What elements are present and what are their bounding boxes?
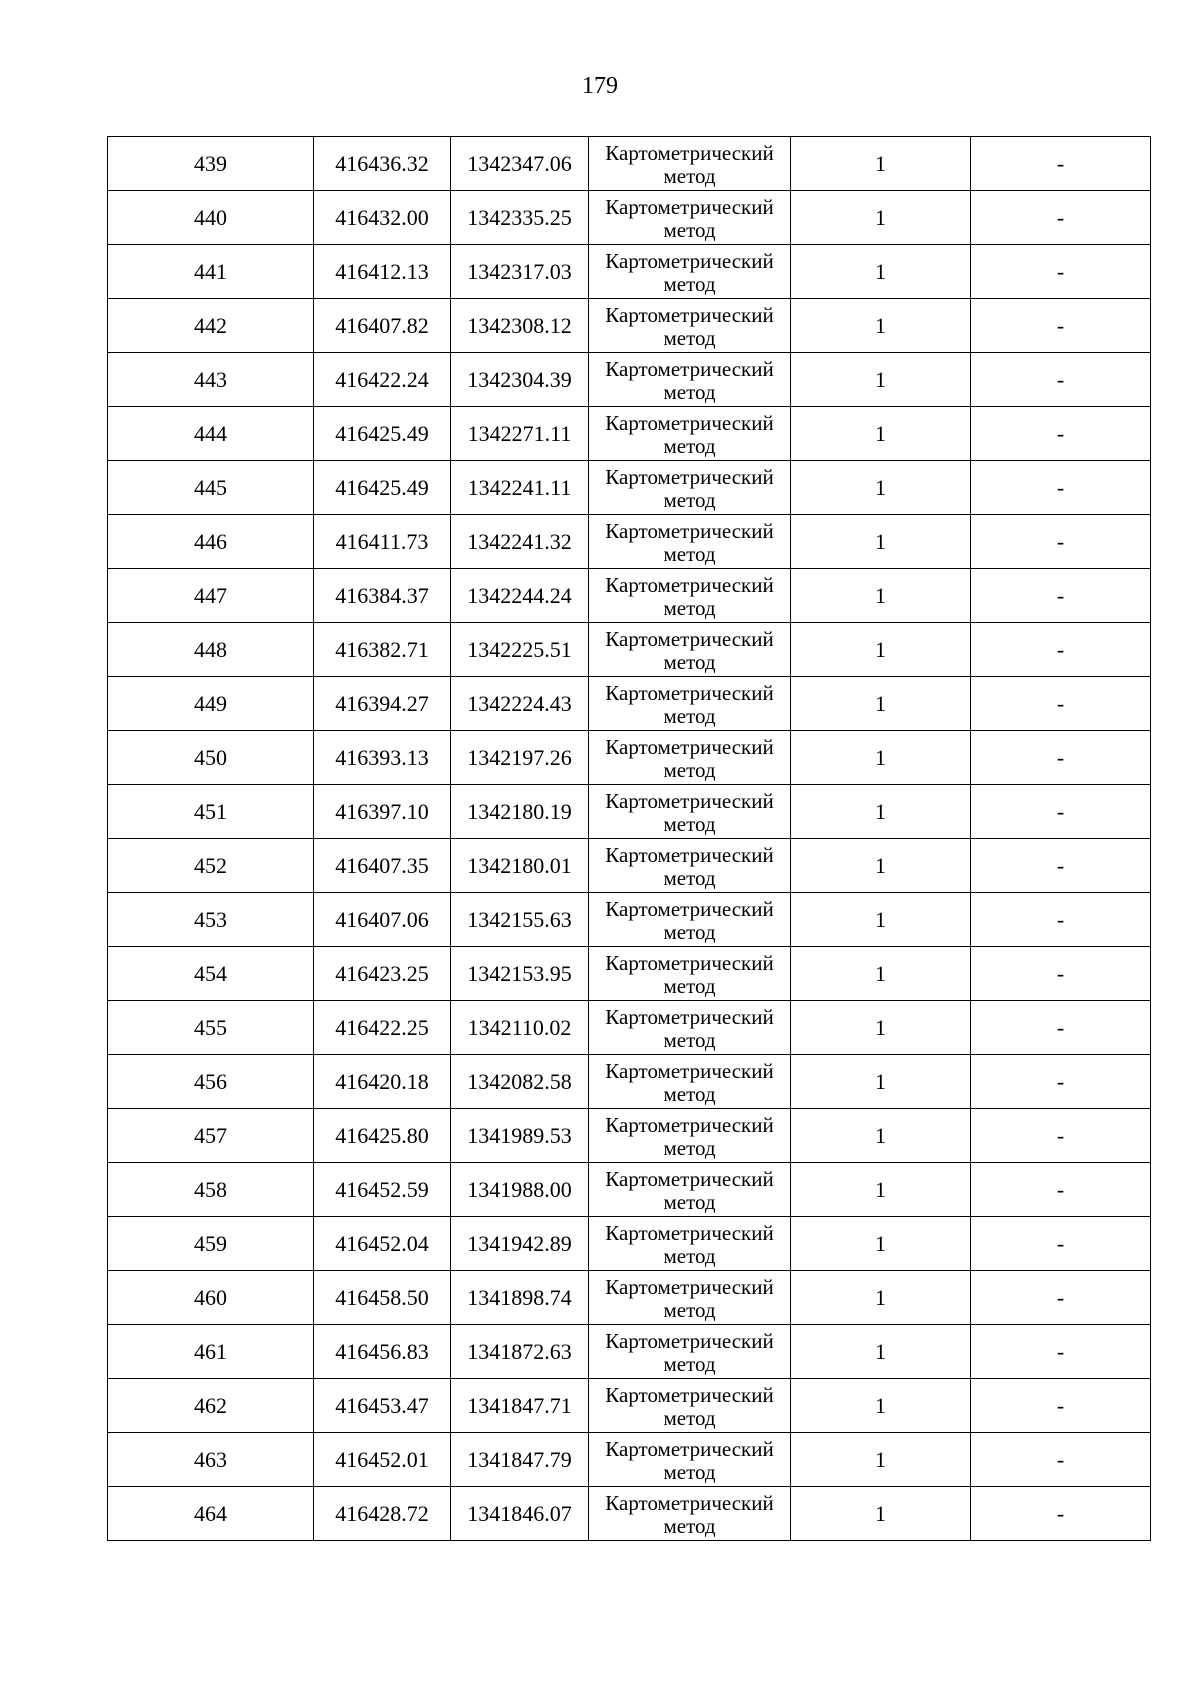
method-text-line-2: метод	[663, 325, 716, 350]
y-coordinate-cell: 1342304.39	[451, 353, 589, 407]
table-row	[108, 137, 1151, 191]
x-coordinate-cell: 416422.25	[314, 1001, 451, 1055]
method-text-line-1: Картометрический	[605, 518, 774, 543]
y-coordinate-cell: 1341847.79	[451, 1433, 589, 1487]
method-cell	[589, 1325, 791, 1379]
y-coordinate-cell: 1341988.00	[451, 1163, 589, 1217]
method-text-line-2: метод	[663, 217, 716, 242]
table-row	[108, 1001, 1151, 1055]
description-cell: -	[971, 731, 1151, 785]
y-coordinate-cell: 1341989.53	[451, 1109, 589, 1163]
method-text-line-1: Картометрический	[605, 356, 774, 381]
point-number-cell: 441	[108, 245, 314, 299]
y-coordinate-cell: 1342335.25	[451, 191, 589, 245]
method-text-line-1: Картометрический	[605, 302, 774, 327]
point-number-cell: 458	[108, 1163, 314, 1217]
description-cell: -	[971, 515, 1151, 569]
method-text-line-2: метод	[663, 433, 716, 458]
table-row	[108, 515, 1151, 569]
accuracy-cell: 1	[791, 623, 971, 677]
point-number-cell: 440	[108, 191, 314, 245]
x-coordinate-cell: 416397.10	[314, 785, 451, 839]
method-cell	[589, 407, 791, 461]
method-cell	[589, 1379, 791, 1433]
point-number-cell: 461	[108, 1325, 314, 1379]
y-coordinate-cell: 1342225.51	[451, 623, 589, 677]
point-number-cell: 453	[108, 893, 314, 947]
method-text-line-1: Картометрический	[605, 626, 774, 651]
accuracy-cell: 1	[791, 785, 971, 839]
accuracy-cell: 1	[791, 1163, 971, 1217]
point-number-cell: 463	[108, 1433, 314, 1487]
method-text-line-1: Картометрический	[605, 1490, 774, 1515]
method-text-line-1: Картометрический	[605, 572, 774, 597]
method-cell	[589, 839, 791, 893]
accuracy-cell: 1	[791, 893, 971, 947]
x-coordinate-cell: 416432.00	[314, 191, 451, 245]
description-cell: -	[971, 785, 1151, 839]
method-cell	[589, 1001, 791, 1055]
x-coordinate-cell: 416452.59	[314, 1163, 451, 1217]
x-coordinate-cell: 416411.73	[314, 515, 451, 569]
method-cell	[589, 569, 791, 623]
x-coordinate-cell: 416453.47	[314, 1379, 451, 1433]
method-text-line-1: Картометрический	[605, 680, 774, 705]
table-row	[108, 299, 1151, 353]
x-coordinate-cell: 416422.24	[314, 353, 451, 407]
description-cell: -	[971, 1109, 1151, 1163]
method-text-line-1: Картометрический	[605, 1166, 774, 1191]
method-cell	[589, 515, 791, 569]
description-cell: -	[971, 623, 1151, 677]
table-row	[108, 785, 1151, 839]
method-text-line-2: метод	[663, 1243, 716, 1268]
table-row	[108, 1163, 1151, 1217]
method-text-line-1: Картометрический	[605, 140, 774, 165]
table-row	[108, 947, 1151, 1001]
y-coordinate-cell: 1341942.89	[451, 1217, 589, 1271]
method-text-line-1: Картометрический	[605, 788, 774, 813]
method-text-line-1: Картометрический	[605, 1058, 774, 1083]
accuracy-cell: 1	[791, 947, 971, 1001]
table-row	[108, 1217, 1151, 1271]
method-text-line-2: метод	[663, 1297, 716, 1322]
description-cell: -	[971, 245, 1151, 299]
y-coordinate-cell: 1342110.02	[451, 1001, 589, 1055]
y-coordinate-cell: 1342271.11	[451, 407, 589, 461]
description-cell: -	[971, 569, 1151, 623]
description-cell: -	[971, 353, 1151, 407]
x-coordinate-cell: 416436.32	[314, 137, 451, 191]
method-cell	[589, 299, 791, 353]
method-cell	[589, 137, 791, 191]
table-row	[108, 893, 1151, 947]
accuracy-cell: 1	[791, 461, 971, 515]
y-coordinate-cell: 1342153.95	[451, 947, 589, 1001]
accuracy-cell: 1	[791, 569, 971, 623]
method-text-line-2: метод	[663, 757, 716, 782]
y-coordinate-cell: 1342082.58	[451, 1055, 589, 1109]
table-row	[108, 839, 1151, 893]
x-coordinate-cell: 416393.13	[314, 731, 451, 785]
method-text-line-1: Картометрический	[605, 194, 774, 219]
method-cell	[589, 947, 791, 1001]
table-row	[108, 677, 1151, 731]
table-row	[108, 1055, 1151, 1109]
table-row	[108, 407, 1151, 461]
x-coordinate-cell: 416412.13	[314, 245, 451, 299]
accuracy-cell: 1	[791, 1379, 971, 1433]
x-coordinate-cell: 416407.06	[314, 893, 451, 947]
method-text-line-1: Картометрический	[605, 1328, 774, 1353]
y-coordinate-cell: 1341898.74	[451, 1271, 589, 1325]
method-text-line-2: метод	[663, 1405, 716, 1430]
table-row	[108, 1271, 1151, 1325]
point-number-cell: 442	[108, 299, 314, 353]
method-text-line-1: Картометрический	[605, 1220, 774, 1245]
y-coordinate-cell: 1342347.06	[451, 137, 589, 191]
accuracy-cell: 1	[791, 1271, 971, 1325]
table-row	[108, 569, 1151, 623]
method-text-line-2: метод	[663, 163, 716, 188]
method-text-line-2: метод	[663, 811, 716, 836]
table-row	[108, 1433, 1151, 1487]
point-number-cell: 448	[108, 623, 314, 677]
method-cell	[589, 245, 791, 299]
description-cell: -	[971, 1325, 1151, 1379]
method-cell	[589, 731, 791, 785]
method-text-line-2: метод	[663, 649, 716, 674]
method-text-line-2: метод	[663, 973, 716, 998]
x-coordinate-cell: 416407.35	[314, 839, 451, 893]
method-cell	[589, 1217, 791, 1271]
table-row	[108, 731, 1151, 785]
description-cell: -	[971, 839, 1151, 893]
accuracy-cell: 1	[791, 1325, 971, 1379]
method-cell	[589, 1433, 791, 1487]
point-number-cell: 455	[108, 1001, 314, 1055]
accuracy-cell: 1	[791, 245, 971, 299]
method-text-line-1: Картометрический	[605, 1274, 774, 1299]
y-coordinate-cell: 1341872.63	[451, 1325, 589, 1379]
y-coordinate-cell: 1342180.01	[451, 839, 589, 893]
table-row	[108, 245, 1151, 299]
x-coordinate-cell: 416423.25	[314, 947, 451, 1001]
point-number-cell: 439	[108, 137, 314, 191]
method-text-line-1: Картометрический	[605, 896, 774, 921]
point-number-cell: 457	[108, 1109, 314, 1163]
point-number-cell: 446	[108, 515, 314, 569]
method-text-line-1: Картометрический	[605, 842, 774, 867]
table-row	[108, 353, 1151, 407]
point-number-cell: 445	[108, 461, 314, 515]
x-coordinate-cell: 416420.18	[314, 1055, 451, 1109]
method-cell	[589, 353, 791, 407]
y-coordinate-cell: 1342197.26	[451, 731, 589, 785]
coordinates-table-body	[108, 137, 1151, 1541]
accuracy-cell: 1	[791, 1487, 971, 1541]
table-row	[108, 1487, 1151, 1541]
y-coordinate-cell: 1342244.24	[451, 569, 589, 623]
point-number-cell: 450	[108, 731, 314, 785]
description-cell: -	[971, 1055, 1151, 1109]
method-text-line-2: метод	[663, 271, 716, 296]
method-text-line-2: метод	[663, 1189, 716, 1214]
x-coordinate-cell: 416407.82	[314, 299, 451, 353]
point-number-cell: 454	[108, 947, 314, 1001]
method-cell	[589, 623, 791, 677]
description-cell: -	[971, 299, 1151, 353]
description-cell: -	[971, 191, 1151, 245]
x-coordinate-cell: 416452.01	[314, 1433, 451, 1487]
method-text-line-2: метод	[663, 1459, 716, 1484]
y-coordinate-cell: 1342317.03	[451, 245, 589, 299]
y-coordinate-cell: 1342224.43	[451, 677, 589, 731]
accuracy-cell: 1	[791, 299, 971, 353]
y-coordinate-cell: 1342241.32	[451, 515, 589, 569]
y-coordinate-cell: 1342241.11	[451, 461, 589, 515]
method-cell	[589, 1055, 791, 1109]
method-text-line-2: метод	[663, 541, 716, 566]
x-coordinate-cell: 416456.83	[314, 1325, 451, 1379]
accuracy-cell: 1	[791, 731, 971, 785]
description-cell: -	[971, 1433, 1151, 1487]
x-coordinate-cell: 416394.27	[314, 677, 451, 731]
description-cell: -	[971, 1379, 1151, 1433]
method-text-line-1: Картометрический	[605, 248, 774, 273]
accuracy-cell: 1	[791, 677, 971, 731]
y-coordinate-cell: 1341846.07	[451, 1487, 589, 1541]
table-row	[108, 1379, 1151, 1433]
description-cell: -	[971, 947, 1151, 1001]
accuracy-cell: 1	[791, 1217, 971, 1271]
point-number-cell: 456	[108, 1055, 314, 1109]
table-row	[108, 1109, 1151, 1163]
method-cell	[589, 1163, 791, 1217]
point-number-cell: 459	[108, 1217, 314, 1271]
x-coordinate-cell: 416428.72	[314, 1487, 451, 1541]
description-cell: -	[971, 677, 1151, 731]
method-cell	[589, 1487, 791, 1541]
method-text-line-2: метод	[663, 595, 716, 620]
x-coordinate-cell: 416425.49	[314, 407, 451, 461]
point-number-cell: 460	[108, 1271, 314, 1325]
point-number-cell: 464	[108, 1487, 314, 1541]
y-coordinate-cell: 1342180.19	[451, 785, 589, 839]
x-coordinate-cell: 416384.37	[314, 569, 451, 623]
y-coordinate-cell: 1341847.71	[451, 1379, 589, 1433]
method-text-line-1: Картометрический	[605, 950, 774, 975]
method-text-line-1: Картометрический	[605, 1004, 774, 1029]
x-coordinate-cell: 416425.49	[314, 461, 451, 515]
method-text-line-2: метод	[663, 1513, 716, 1538]
accuracy-cell: 1	[791, 1433, 971, 1487]
description-cell: -	[971, 137, 1151, 191]
method-cell	[589, 461, 791, 515]
table-row	[108, 1325, 1151, 1379]
method-text-line-2: метод	[663, 865, 716, 890]
accuracy-cell: 1	[791, 407, 971, 461]
x-coordinate-cell: 416458.50	[314, 1271, 451, 1325]
method-text-line-1: Картометрический	[605, 1382, 774, 1407]
method-cell	[589, 191, 791, 245]
accuracy-cell: 1	[791, 191, 971, 245]
coordinates-table	[107, 136, 1151, 1541]
description-cell: -	[971, 1163, 1151, 1217]
description-cell: -	[971, 1001, 1151, 1055]
accuracy-cell: 1	[791, 137, 971, 191]
accuracy-cell: 1	[791, 1109, 971, 1163]
table-row	[108, 461, 1151, 515]
description-cell: -	[971, 1271, 1151, 1325]
table-row	[108, 623, 1151, 677]
method-cell	[589, 1271, 791, 1325]
method-cell	[589, 893, 791, 947]
description-cell: -	[971, 893, 1151, 947]
method-cell	[589, 677, 791, 731]
x-coordinate-cell: 416452.04	[314, 1217, 451, 1271]
x-coordinate-cell: 416382.71	[314, 623, 451, 677]
method-text-line-2: метод	[663, 1135, 716, 1160]
method-text-line-2: метод	[663, 1081, 716, 1106]
point-number-cell: 462	[108, 1379, 314, 1433]
method-text-line-2: метод	[663, 379, 716, 404]
method-text-line-2: метод	[663, 703, 716, 728]
accuracy-cell: 1	[791, 1001, 971, 1055]
method-text-line-2: метод	[663, 919, 716, 944]
method-text-line-2: метод	[663, 1027, 716, 1052]
method-text-line-2: метод	[663, 487, 716, 512]
y-coordinate-cell: 1342308.12	[451, 299, 589, 353]
y-coordinate-cell: 1342155.63	[451, 893, 589, 947]
x-coordinate-cell: 416425.80	[314, 1109, 451, 1163]
description-cell: -	[971, 461, 1151, 515]
accuracy-cell: 1	[791, 1055, 971, 1109]
method-text-line-2: метод	[663, 1351, 716, 1376]
method-text-line-1: Картометрический	[605, 410, 774, 435]
method-cell	[589, 785, 791, 839]
page-number: 179	[582, 73, 618, 99]
accuracy-cell: 1	[791, 839, 971, 893]
method-text-line-1: Картометрический	[605, 1112, 774, 1137]
description-cell: -	[971, 1487, 1151, 1541]
method-text-line-1: Картометрический	[605, 1436, 774, 1461]
accuracy-cell: 1	[791, 515, 971, 569]
point-number-cell: 449	[108, 677, 314, 731]
point-number-cell: 452	[108, 839, 314, 893]
point-number-cell: 451	[108, 785, 314, 839]
description-cell: -	[971, 407, 1151, 461]
description-cell: -	[971, 1217, 1151, 1271]
point-number-cell: 444	[108, 407, 314, 461]
method-text-line-1: Картометрический	[605, 464, 774, 489]
accuracy-cell: 1	[791, 353, 971, 407]
point-number-cell: 447	[108, 569, 314, 623]
table-row	[108, 191, 1151, 245]
point-number-cell: 443	[108, 353, 314, 407]
method-cell	[589, 1109, 791, 1163]
method-text-line-1: Картометрический	[605, 734, 774, 759]
